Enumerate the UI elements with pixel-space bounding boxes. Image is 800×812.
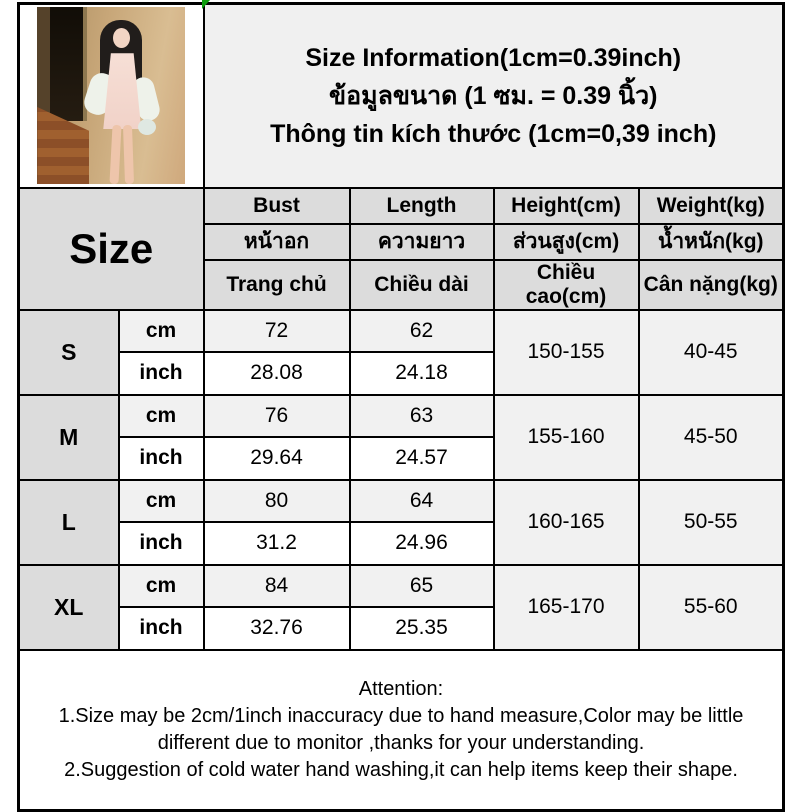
title-thai: ข้อมูลขนาด (1 ซม. = 0.39 นิ้ว) [329, 81, 658, 110]
length-cm-value: 62 [350, 310, 494, 352]
length-inch-value: 24.96 [350, 522, 494, 565]
col-header-weight-en: Weight(kg) [639, 188, 784, 224]
weight-range-value: 55-60 [639, 565, 784, 650]
size-chart-table [17, 2, 785, 812]
product-photo [37, 7, 185, 184]
col-header-length-vi: Chiều dài [350, 260, 494, 310]
height-range-value: 150-155 [494, 310, 639, 395]
length-cm-value: 64 [350, 480, 494, 522]
weight-range-value: 45-50 [639, 395, 784, 480]
size-header-cell: Size [19, 188, 204, 310]
size-info-title-cell [204, 4, 784, 188]
photo-doorway [50, 7, 87, 120]
col-header-weight-vi: Cân nặng(kg) [639, 260, 784, 310]
photo-handbag [138, 119, 156, 135]
unit-label-cm: cm [119, 310, 204, 352]
bust-inch-value: 28.08 [204, 352, 350, 395]
length-inch-value: 24.18 [350, 352, 494, 395]
attention-note-1: 1.Size may be 2cm/1inch inaccuracy due to hand measure,Color may be little different due to monitor ,thanks for your understanding. [58, 704, 744, 754]
title-vietnamese: Thông tin kích thước (1cm=0,39 inch) [270, 119, 717, 148]
photo-model-leg [110, 125, 122, 184]
green-flag-marker [202, 0, 210, 9]
bust-cm-value: 76 [204, 395, 350, 437]
col-header-height-vi: Chiều cao(cm) [494, 260, 639, 310]
photo-model-leg [123, 125, 134, 184]
height-range-value: 155-160 [494, 395, 639, 480]
height-range-value: 160-165 [494, 480, 639, 565]
size-row-label-l: L [19, 480, 119, 565]
length-cm-value: 65 [350, 565, 494, 607]
product-photo-cell [19, 4, 204, 188]
weight-range-value: 40-45 [639, 310, 784, 395]
unit-label-inch: inch [119, 607, 204, 650]
size-row-label-s: S [19, 310, 119, 395]
unit-label-cm: cm [119, 565, 204, 607]
length-inch-value: 25.35 [350, 607, 494, 650]
col-header-bust-th: หน้าอก [204, 224, 350, 260]
bust-inch-value: 29.64 [204, 437, 350, 480]
col-header-length-th: ความยาว [350, 224, 494, 260]
col-header-height-en: Height(cm) [494, 188, 639, 224]
col-header-bust-vi: Trang chủ [204, 260, 350, 310]
col-header-height-th: ส่วนสูง(cm) [494, 224, 639, 260]
attention-note-2: 2.Suggestion of cold water hand washing,it can help items keep their shape. [64, 758, 738, 781]
unit-label-cm: cm [119, 480, 204, 522]
size-row-label-xl: XL [19, 565, 119, 650]
col-header-weight-th: น้ำหนัก(kg) [639, 224, 784, 260]
unit-label-inch: inch [119, 437, 204, 480]
attention-note-cell [19, 650, 784, 811]
size-row-label-m: M [19, 395, 119, 480]
col-header-bust-en: Bust [204, 188, 350, 224]
bust-cm-value: 80 [204, 480, 350, 522]
col-header-length-en: Length [350, 188, 494, 224]
bust-cm-value: 72 [204, 310, 350, 352]
title-english: Size Information(1cm=0.39inch) [305, 43, 682, 72]
length-inch-value: 24.57 [350, 437, 494, 480]
bust-inch-value: 31.2 [204, 522, 350, 565]
bust-inch-value: 32.76 [204, 607, 350, 650]
unit-label-cm: cm [119, 395, 204, 437]
bust-cm-value: 84 [204, 565, 350, 607]
attention-heading: Attention: [358, 677, 444, 700]
weight-range-value: 50-55 [639, 480, 784, 565]
unit-label-inch: inch [119, 352, 204, 395]
height-range-value: 165-170 [494, 565, 639, 650]
length-cm-value: 63 [350, 395, 494, 437]
unit-label-inch: inch [119, 522, 204, 565]
